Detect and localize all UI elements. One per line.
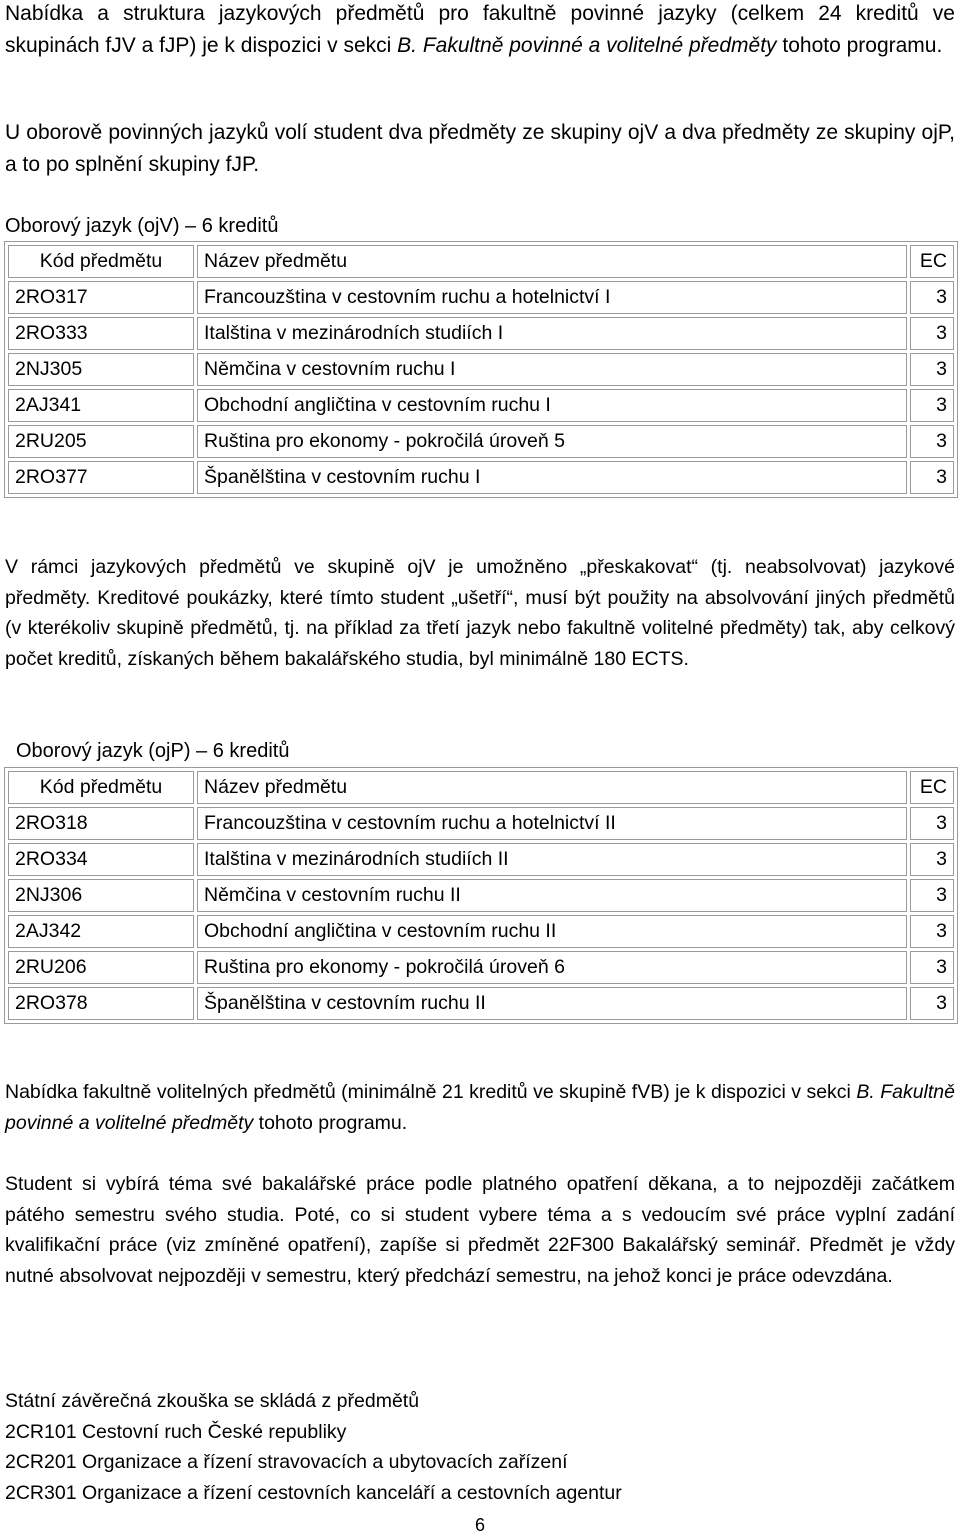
- course-credits: 3: [910, 915, 954, 948]
- fvb-note-end: tohoto programu.: [253, 1111, 408, 1134]
- list-item: 2CR301 Organizace a řízení cestovních kanceláří a cestovních agentur: [5, 1481, 622, 1504]
- course-code: 2RO377: [8, 461, 194, 494]
- course-credits: 3: [910, 389, 954, 422]
- table-row: [8, 807, 954, 840]
- course-name: Obchodní angličtina v cestovním ruchu I: [197, 389, 907, 422]
- course-credits: 3: [910, 843, 954, 876]
- course-credits: 3: [910, 461, 954, 494]
- course-code: 2NJ306: [8, 879, 194, 912]
- course-name: Obchodní angličtina v cestovním ruchu II: [197, 915, 907, 948]
- course-code: 2RO333: [8, 317, 194, 350]
- table-header-row: [8, 771, 954, 804]
- column-header-ec: EC: [910, 245, 954, 278]
- course-credits: 3: [910, 317, 954, 350]
- table-row: [8, 843, 954, 876]
- course-code: 2RU205: [8, 425, 194, 458]
- list-item: 2CR101 Cestovní ruch České republiky: [5, 1420, 347, 1443]
- ojp-course-table: [4, 767, 958, 1024]
- table-row: [8, 389, 954, 422]
- table-row: [8, 987, 954, 1020]
- course-credits: 3: [910, 425, 954, 458]
- course-code: 2RO378: [8, 987, 194, 1020]
- list-item: 2CR201 Organizace a řízení stravovacích a ubytovacích zařízení: [5, 1451, 568, 1473]
- course-credits: 3: [910, 353, 954, 386]
- section-reference: B. Fakultně povinné a volitelné předměty: [397, 34, 777, 57]
- course-name: Španělština v cestovním ruchu II: [197, 987, 907, 1020]
- fvb-note-text: Nabídka fakultně volitelných předmětů (minimálně 21 kreditů ve skupině fVB) je k dispozici v sekci: [5, 1081, 857, 1103]
- course-credits: 3: [910, 281, 954, 314]
- column-header-code: Kód předmětu: [8, 245, 194, 278]
- course-code: 2NJ305: [8, 353, 194, 386]
- table-row: [8, 879, 954, 912]
- intro-p1-end: tohoto programu.: [776, 34, 943, 57]
- course-name: Ruština pro ekonomy - pokročilá úroveň 6: [197, 951, 907, 984]
- table-row: [8, 353, 954, 386]
- ojp-heading: Oborový jazyk (ojP) – 6 kreditů: [16, 740, 290, 762]
- ojv-heading: Oborový jazyk (ojV) – 6 kreditů: [5, 215, 279, 237]
- course-credits: 3: [910, 987, 954, 1020]
- course-credits: 3: [910, 951, 954, 984]
- course-name: Francouzština v cestovním ruchu a hotelnictví II: [197, 807, 907, 840]
- course-code: 2AJ341: [8, 389, 194, 422]
- thesis-note-paragraph: Student si vybírá téma své bakalářské práce podle platného opatření děkana, a to nejpozději začátkem pátého semestru svého studia. Poté, co si student vybere téma a s vedoucím své práce vyplní zadání kvalifikační práce (viz zmíněné opatření), zapíše si předmět 22F300 Bakalářský seminář. Předmět je vždy nutné absolvovat nejpozději v semestru, který předchází semestru, na jehož konci je práce odevzdána.: [5, 1173, 955, 1287]
- table-row: [8, 317, 954, 350]
- column-header-name: Název předmětu: [197, 245, 907, 278]
- intro-paragraph-1: [5, 0, 955, 62]
- course-name: Němčina v cestovním ruchu II: [197, 879, 907, 912]
- page-number: 6: [474, 1515, 485, 1535]
- table-row: [8, 951, 954, 984]
- course-credits: 3: [910, 879, 954, 912]
- course-name: Francouzština v cestovním ruchu a hotelnictví I: [197, 281, 907, 314]
- intro-p1-text: Nabídka a struktura jazykových předmětů pro fakultně povinné jazyky (celkem 24 kreditů ve skupinách fJV a fJP) je k dispozici v sekci: [5, 2, 955, 57]
- state-exam-title: Státní závěrečná zkouška se skládá z předmětů: [5, 1390, 420, 1412]
- column-header-code: Kód předmětu: [8, 771, 194, 804]
- course-name: Italština v mezinárodních studiích I: [197, 317, 907, 350]
- course-name: Ruština pro ekonomy - pokročilá úroveň 5: [197, 425, 907, 458]
- course-credits: 3: [910, 807, 954, 840]
- column-header-ec: EC: [910, 771, 954, 804]
- table-row: [8, 425, 954, 458]
- state-exam-list: [5, 1386, 622, 1508]
- course-name: Španělština v cestovním ruchu I: [197, 461, 907, 494]
- course-code: 2RU206: [8, 951, 194, 984]
- course-name: Italština v mezinárodních studiích II: [197, 843, 907, 876]
- column-header-name: Název předmětu: [197, 771, 907, 804]
- course-code: 2AJ342: [8, 915, 194, 948]
- table-row: [8, 915, 954, 948]
- course-code: 2RO317: [8, 281, 194, 314]
- table-header-row: [8, 245, 954, 278]
- table-row: [8, 461, 954, 494]
- section-reference: B. Fakultně povinné a volitelné předměty: [5, 1081, 955, 1134]
- table-row: [8, 281, 954, 314]
- course-code: 2RO318: [8, 807, 194, 840]
- intro-paragraph-2: U oborově povinných jazyků volí student dva předměty ze skupiny ojV a dva předměty ze skupiny ojP, a to po splnění skupiny fJP.: [5, 121, 955, 176]
- course-code: 2RO334: [8, 843, 194, 876]
- fvb-note-paragraph: [5, 1077, 955, 1138]
- ojv-course-table: [4, 241, 958, 498]
- course-name: Němčina v cestovním ruchu I: [197, 353, 907, 386]
- skip-note-paragraph: V rámci jazykových předmětů ve skupině ojV je umožněno „přeskakovat“ (tj. neabsolvovat) jazykové předměty. Kreditové poukázky, které tímto student „ušetří“, musí být použity na absolvování jiných předmětů (v kterékoliv skupině předmětů, tj. na příklad za třetí jazyk nebo fakultně volitelné předměty) tak, aby celkový počet kreditů, získaných během bakalářského studia, byl minimálně 180 ECTS.: [5, 556, 955, 670]
